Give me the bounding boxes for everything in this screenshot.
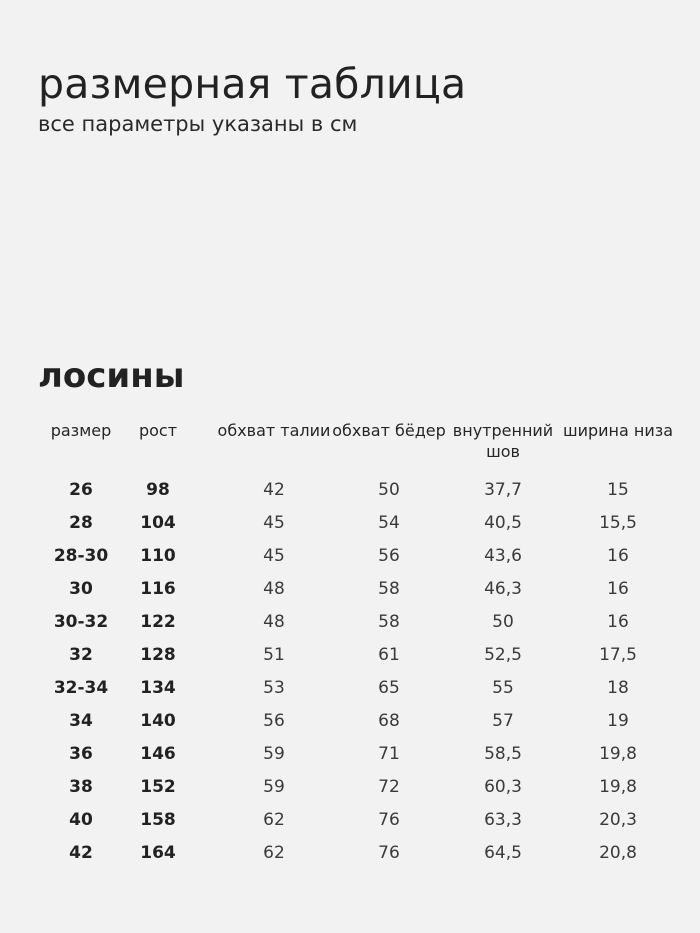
cell-hips: 50 <box>378 480 400 500</box>
header-hips: обхват бёдер <box>332 421 446 440</box>
cell-size: 28-30 <box>53 546 109 566</box>
table-row <box>0 744 700 777</box>
cell-waist: 62 <box>263 810 285 830</box>
cell-waist: 45 <box>263 546 285 566</box>
cell-size: 26 <box>69 480 93 500</box>
cell-height: 122 <box>140 612 176 632</box>
cell-hips: 76 <box>378 810 400 830</box>
cell-hem-width: 19,8 <box>599 744 637 764</box>
cell-waist: 42 <box>263 480 285 500</box>
page-title: размерная таблица <box>38 60 467 108</box>
cell-waist: 56 <box>263 711 285 731</box>
cell-hips: 68 <box>378 711 400 731</box>
cell-size: 30 <box>69 579 93 599</box>
cell-hem-width: 16 <box>607 546 629 566</box>
cell-hem-width: 20,8 <box>599 843 637 863</box>
cell-hem-width: 19,8 <box>599 777 637 797</box>
table-row <box>0 678 700 711</box>
cell-size: 34 <box>69 711 93 731</box>
header-size: размер <box>50 421 112 440</box>
cell-inseam: 43,6 <box>484 546 522 566</box>
cell-hips: 56 <box>378 546 400 566</box>
cell-hem-width: 16 <box>607 579 629 599</box>
cell-size: 32 <box>69 645 93 665</box>
cell-height: 128 <box>140 645 176 665</box>
section-title: лосины <box>38 356 185 396</box>
cell-waist: 51 <box>263 645 285 665</box>
cell-height: 146 <box>140 744 176 764</box>
table-header <box>0 420 700 480</box>
cell-inseam: 57 <box>492 711 514 731</box>
cell-height: 134 <box>140 678 176 698</box>
cell-hips: 71 <box>378 744 400 764</box>
cell-inseam: 40,5 <box>484 513 522 533</box>
table-row <box>0 513 700 546</box>
cell-inseam: 37,7 <box>484 480 522 500</box>
table-row <box>0 579 700 612</box>
cell-waist: 48 <box>263 579 285 599</box>
cell-inseam: 64,5 <box>484 843 522 863</box>
cell-hips: 61 <box>378 645 400 665</box>
cell-hem-width: 15,5 <box>599 513 637 533</box>
cell-hips: 58 <box>378 579 400 599</box>
table-row <box>0 645 700 678</box>
cell-hem-width: 16 <box>607 612 629 632</box>
cell-hem-width: 18 <box>607 678 629 698</box>
cell-height: 152 <box>140 777 176 797</box>
cell-waist: 48 <box>263 612 285 632</box>
cell-hem-width: 17,5 <box>599 645 637 665</box>
table-row <box>0 612 700 645</box>
table-body <box>0 480 700 876</box>
cell-height: 104 <box>140 513 176 533</box>
cell-waist: 62 <box>263 843 285 863</box>
cell-hem-width: 15 <box>607 480 629 500</box>
table-row <box>0 480 700 513</box>
header-waist: обхват талии <box>217 421 331 440</box>
cell-inseam: 52,5 <box>484 645 522 665</box>
cell-size: 32-34 <box>53 678 109 698</box>
cell-waist: 59 <box>263 777 285 797</box>
cell-height: 110 <box>140 546 176 566</box>
cell-inseam: 46,3 <box>484 579 522 599</box>
cell-hem-width: 19 <box>607 711 629 731</box>
cell-size: 40 <box>69 810 93 830</box>
cell-inseam: 63,3 <box>484 810 522 830</box>
cell-waist: 53 <box>263 678 285 698</box>
cell-hem-width: 20,3 <box>599 810 637 830</box>
page-subtitle: все параметры указаны в см <box>38 112 358 136</box>
header-inseam: внутренний шов <box>452 421 554 461</box>
header-hem-width: ширина низа <box>562 421 674 440</box>
cell-inseam: 55 <box>492 678 514 698</box>
cell-height: 140 <box>140 711 176 731</box>
table-row <box>0 546 700 579</box>
cell-inseam: 58,5 <box>484 744 522 764</box>
cell-hips: 72 <box>378 777 400 797</box>
header-height: рост <box>138 421 178 440</box>
table-row <box>0 810 700 843</box>
cell-size: 42 <box>69 843 93 863</box>
table-row <box>0 843 700 876</box>
cell-height: 116 <box>140 579 176 599</box>
cell-hips: 54 <box>378 513 400 533</box>
cell-hips: 65 <box>378 678 400 698</box>
cell-inseam: 60,3 <box>484 777 522 797</box>
cell-height: 158 <box>140 810 176 830</box>
table-row <box>0 711 700 744</box>
cell-size: 30-32 <box>53 612 109 632</box>
cell-inseam: 50 <box>492 612 514 632</box>
cell-height: 164 <box>140 843 176 863</box>
cell-hips: 58 <box>378 612 400 632</box>
cell-height: 98 <box>146 480 170 500</box>
cell-size: 38 <box>69 777 93 797</box>
cell-size: 36 <box>69 744 93 764</box>
size-table <box>0 420 700 876</box>
table-row <box>0 777 700 810</box>
cell-hips: 76 <box>378 843 400 863</box>
cell-waist: 59 <box>263 744 285 764</box>
cell-size: 28 <box>69 513 93 533</box>
cell-waist: 45 <box>263 513 285 533</box>
